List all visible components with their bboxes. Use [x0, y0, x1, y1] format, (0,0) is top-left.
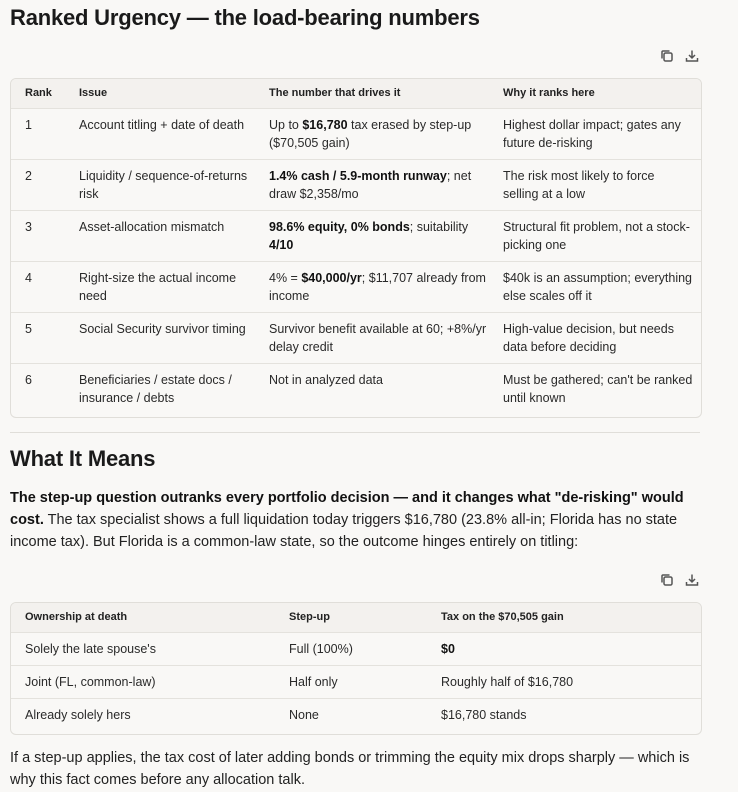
- table-row: [11, 312, 701, 363]
- column-header: Ownership at death: [25, 611, 128, 624]
- column-header: Why it ranks here: [503, 87, 595, 100]
- number-text: ; suitability: [409, 219, 469, 234]
- table-row: [11, 261, 701, 312]
- table-row: [11, 632, 701, 665]
- emphasized-figure: 98.6% equity, 0% bonds: [269, 219, 410, 234]
- rationale-cell: Structural fit problem, not a stock-picking one: [503, 219, 690, 252]
- number-text: 4% =: [269, 270, 302, 285]
- tax-cell: $0: [441, 641, 455, 656]
- driving-number-cell: [261, 312, 495, 363]
- rank-cell: 3: [25, 219, 32, 234]
- rank-cell: 1: [25, 117, 32, 132]
- driving-number-cell: [261, 159, 495, 210]
- column-header: The number that drives it: [269, 87, 401, 100]
- stepup-cell: Full (100%): [289, 641, 353, 656]
- issue-cell: Account titling + date of death: [79, 117, 245, 132]
- issue-cell: Asset-allocation mismatch: [79, 219, 225, 234]
- copy-icon[interactable]: [660, 573, 674, 587]
- number-text: Survivor benefit available at 60; +8%/yr delay credit: [269, 321, 487, 354]
- table-row: [11, 363, 701, 414]
- column-header: Rank: [25, 87, 52, 100]
- ownership-cell: Joint (FL, common-law): [25, 674, 156, 689]
- table-row: [11, 108, 701, 159]
- emphasized-figure: $16,780: [302, 117, 348, 132]
- issue-cell: Liquidity / sequence-of-returns risk: [79, 168, 248, 201]
- copy-icon[interactable]: [660, 49, 674, 63]
- number-text: Not in analyzed data: [269, 372, 383, 387]
- rationale-cell: The risk most likely to force selling at a low: [503, 168, 655, 201]
- download-icon[interactable]: [685, 49, 699, 63]
- table-toolbar: [660, 573, 699, 587]
- rationale-cell: $40k is an assumption; everything else scales off it: [503, 270, 692, 303]
- explanation-paragraph: [10, 487, 710, 553]
- table-row: [11, 665, 701, 698]
- section-title-what-it-means: What It Means: [10, 446, 156, 471]
- ranked-urgency-table: [10, 78, 702, 418]
- emphasized-figure: 4/10: [269, 237, 294, 252]
- issue-cell: Right-size the actual income need: [79, 270, 237, 303]
- table-header-row: [11, 79, 701, 108]
- ownership-cell: Already solely hers: [25, 707, 131, 722]
- number-text: tax erased by step-up ($70,505 gain): [269, 117, 472, 150]
- download-icon[interactable]: [685, 573, 699, 587]
- number-text: ; $11,707 already from income: [269, 270, 486, 303]
- issue-cell: Social Security survivor timing: [79, 321, 246, 336]
- rationale-cell: Highest dollar impact; gates any future de-risking: [503, 117, 681, 150]
- section-title-ranked-urgency: Ranked Urgency — the load-bearing numbers: [10, 5, 480, 30]
- stepup-cell: Half only: [289, 674, 338, 689]
- driving-number-cell: [261, 210, 495, 261]
- driving-number-cell: [261, 108, 495, 159]
- table-header-row: [11, 603, 701, 632]
- paragraph-lead: The step-up question outranks every portfolio decision — and it changes what "de-risking" would cost.: [10, 490, 684, 528]
- column-header: Issue: [79, 87, 108, 100]
- tax-cell: Roughly half of $16,780: [441, 674, 574, 689]
- table-row: [11, 210, 701, 261]
- emphasized-figure: 1.4% cash / 5.9-month runway: [269, 168, 447, 183]
- section-divider: [10, 432, 700, 433]
- rank-cell: 6: [25, 372, 32, 387]
- rank-cell: 2: [25, 168, 32, 183]
- rationale-cell: High-value decision, but needs data before deciding: [503, 321, 674, 354]
- driving-number-cell: [261, 261, 495, 312]
- table-row: [11, 698, 701, 731]
- closing-paragraph: If a step-up applies, the tax cost of later adding bonds or trimming the equity mix drops sharply — which is why this fact comes before any allocation talk.: [10, 750, 690, 788]
- table-toolbar: [660, 49, 699, 63]
- rank-cell: 4: [25, 270, 32, 285]
- tax-cell: $16,780 stands: [441, 707, 527, 722]
- rationale-cell: Must be gathered; can't be ranked until known: [503, 372, 693, 405]
- rank-cell: 5: [25, 321, 32, 336]
- table-row: [11, 159, 701, 210]
- ownership-stepup-table: [10, 602, 702, 735]
- paragraph-body: The tax specialist shows a full liquidation today triggers $16,780 (23.8% all-in; Florida has no state income tax). But Florida is a common-law state, so the outcome hinges entirely on titling:: [10, 512, 678, 550]
- number-text: ; net draw $2,358/mo: [269, 168, 472, 201]
- stepup-cell: None: [289, 707, 319, 722]
- column-header: Tax on the $70,505 gain: [441, 611, 564, 624]
- number-text: Up to: [269, 117, 303, 132]
- emphasized-figure: $40,000/yr: [301, 270, 362, 285]
- ownership-cell: Solely the late spouse's: [25, 641, 156, 656]
- issue-cell: Beneficiaries / estate docs / insurance / debts: [79, 372, 232, 405]
- driving-number-cell: [261, 363, 495, 414]
- column-header: Step-up: [289, 611, 330, 624]
